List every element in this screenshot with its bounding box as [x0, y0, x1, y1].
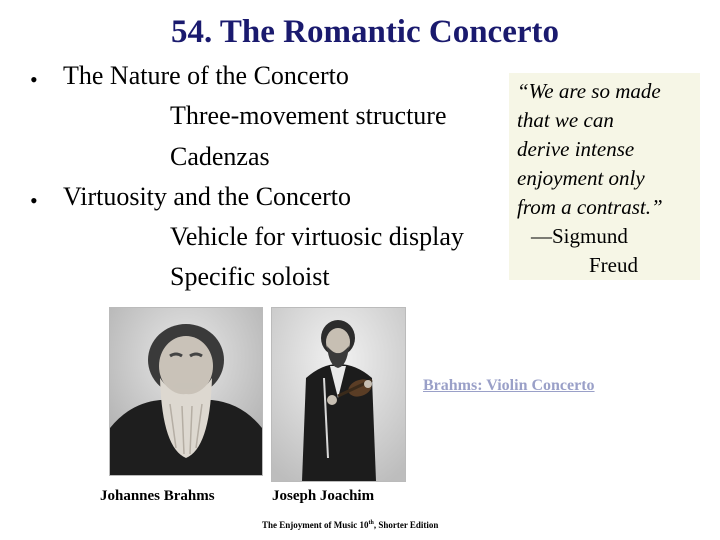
quote-attribution: —Sigmund	[531, 224, 628, 248]
bullet-virtuosity: Virtuosity and the Concerto	[63, 182, 351, 211]
brahms-caption: Johannes Brahms	[100, 488, 215, 504]
quote-line: from a contrast.”	[517, 195, 663, 219]
quote-line: “We are so made	[517, 79, 661, 103]
brahms-violin-concerto-link[interactable]: Brahms: Violin Concerto	[423, 377, 595, 394]
bullet-dot: •	[30, 67, 38, 92]
joachim-portrait-image	[272, 308, 405, 481]
sub-bullet-cadenzas: Cadenzas	[170, 142, 270, 171]
quote-attribution: Freud	[589, 253, 638, 277]
brahms-photo	[109, 307, 263, 476]
bullet-dot: •	[30, 188, 38, 213]
joachim-photo	[271, 307, 406, 482]
footer-superscript: th	[368, 520, 374, 526]
footer-title: The Enjoyment of Music 10	[262, 520, 369, 530]
brahms-portrait-image	[110, 308, 262, 475]
sub-bullet-three-movement: Three-movement structure	[170, 101, 447, 130]
slide-title: 54. The Romantic Concerto	[170, 14, 559, 50]
footer-citation	[262, 520, 438, 530]
quote-line: that we can	[517, 108, 614, 132]
sub-bullet-specific-soloist: Specific soloist	[170, 262, 330, 291]
freud-quote-box	[509, 73, 700, 280]
quote-line: derive intense	[517, 137, 635, 161]
footer-edition: , Shorter Edition	[373, 520, 439, 530]
bullet-nature-of-concerto: The Nature of the Concerto	[63, 61, 349, 90]
quote-line: enjoyment only	[517, 166, 645, 190]
sub-bullet-vehicle: Vehicle for virtuosic display	[170, 222, 464, 251]
joachim-caption: Joseph Joachim	[272, 488, 375, 504]
